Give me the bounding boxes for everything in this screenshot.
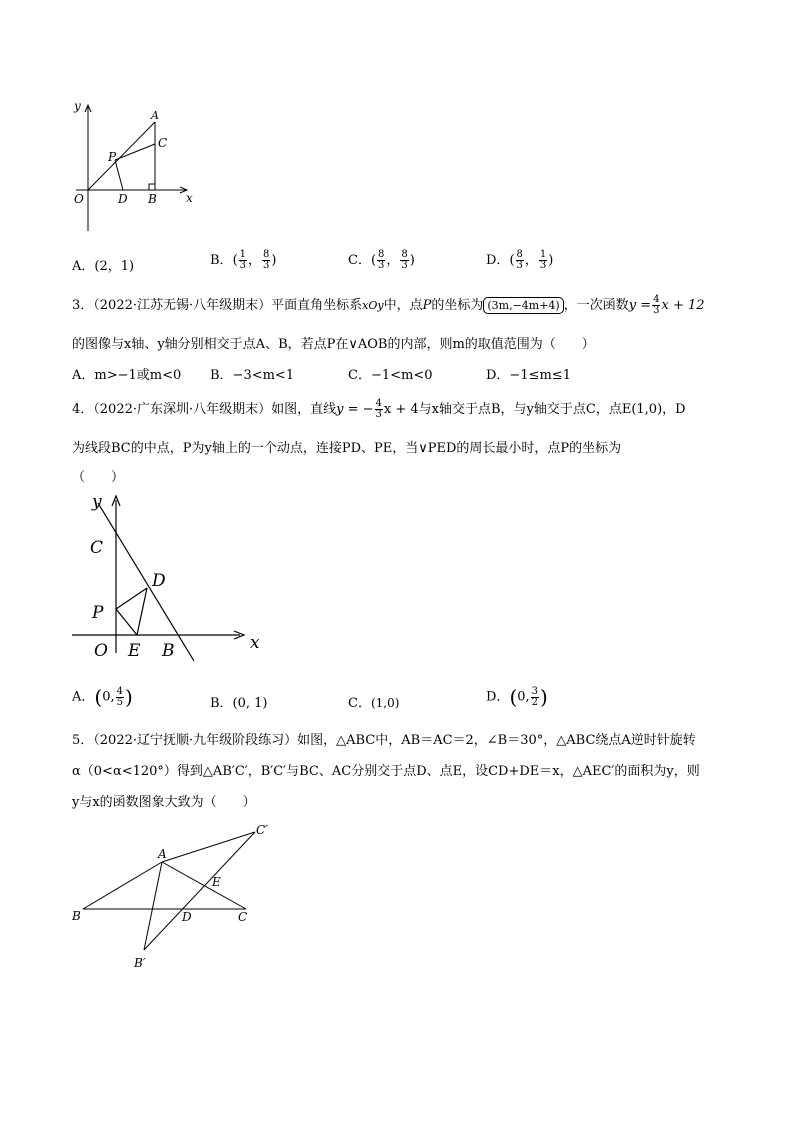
q2-c-y-den: 3 (401, 260, 408, 271)
fig3-label-b-prime: B′ (134, 956, 146, 970)
fig3-label-c-prime: C′ (256, 823, 268, 837)
q2-option-b: B．( $\frac{1}{3}$ ， $\frac{8}{3}$ ) (210, 249, 277, 271)
q2-d-x-num: 8 (516, 249, 523, 260)
q3-fn-tail: x + 12 (661, 298, 705, 313)
fig3-label-c: C (238, 910, 248, 924)
q3-option-c: C．−1<m<0 (348, 368, 433, 383)
q2-d-y-den: 3 (539, 260, 547, 271)
q3-option-a: A．m>−1或m<0 (72, 368, 182, 383)
fig1-label-b: B (148, 192, 157, 206)
fig2-label-b: B (162, 641, 175, 661)
q2-b-y-num: 8 (263, 249, 270, 260)
q3-text-xoy: xOy (362, 299, 384, 312)
q3-option-d: D．−1≤m≤1 (486, 368, 571, 383)
fig2-label-e: E (128, 641, 141, 661)
q2-b-y-den: 3 (263, 260, 270, 271)
q3-fn-num: 4 (653, 294, 660, 305)
q2-option-d: D．( $\frac{8}{3}$ ， $\frac{1}{3}$ ) (486, 249, 554, 271)
q2-d-label: D． (486, 253, 510, 268)
q2-a-label: A． (72, 259, 95, 274)
q2-a-value: (2，1) (94, 259, 135, 274)
q4-c-label: C． (348, 696, 371, 711)
q4-option-a: A．(0, $\frac{4}{5}$ ) (72, 685, 133, 709)
fig3-label-a: A (158, 847, 167, 861)
q3-line1 (72, 294, 705, 316)
q2-d-y-num: 1 (539, 249, 547, 260)
q2-c-label: C． (348, 253, 371, 268)
q3-text-c: 中，点 (383, 298, 423, 313)
fig1-label-p: P (108, 150, 117, 164)
q3-option-b: B．−3<m<1 (210, 368, 295, 383)
fig2-label-o: O (94, 641, 108, 661)
fig2-label-d: D (152, 571, 166, 591)
q4-d-num: 3 (531, 685, 539, 697)
fig1-label-x: x (186, 191, 193, 205)
q3-fn-y: y = (628, 298, 652, 313)
fig2-label-c: C (90, 538, 104, 558)
q4-option-d: D．(0, $\frac{3}{2}$ ) (486, 685, 548, 709)
q4-a-label: A． (72, 689, 95, 705)
fig2-label-x: x (250, 633, 260, 653)
fig2-label-p: P (92, 603, 104, 623)
q2-b-label: B． (210, 253, 233, 268)
q5-line1: 5．（2022·辽宁抚顺·九年级阶段练习）如图，△ABC中，AB＝AC＝2，∠B＝30°，△ABC绕点A逆时针旋转 (72, 733, 696, 748)
q3-text-f: ，一次函数 (563, 298, 629, 313)
q4-a-pre: 0, (102, 689, 115, 705)
q2-option-a (72, 255, 134, 274)
fig1-label-o: O (74, 192, 84, 206)
figure-q5 (66, 820, 281, 975)
q4-d-den: 2 (531, 696, 539, 708)
q4-line2: 为线段BC的中点，P为y轴上的一个动点，连接PD、PE，当∨PED的周长最小时，点P的坐标为 (72, 441, 622, 456)
fig1-label-c: C (158, 136, 168, 150)
q4-d-label: D． (486, 689, 510, 705)
q2-c-x-den: 3 (378, 260, 385, 271)
figure-q2 (68, 95, 198, 235)
q5-line3: y与x的函数图象大致为（ ） (72, 795, 256, 810)
figure-q4 (70, 488, 270, 668)
q4-c-value: (1,0) (370, 696, 400, 710)
q3-text-a: 3．（2022·江苏无锡·八年级期末）平面直角坐标系 (72, 298, 363, 313)
q5-line2: α（0<α<120°）得到△AB′C′，B′C′与BC、AC分别交于点D、点E，设CD+DE＝x，△AEC′的面积为y，则 (72, 764, 700, 779)
fig2-label-y: y (92, 492, 102, 512)
q3-text-p: P (422, 298, 432, 313)
fig3-label-b: B (72, 909, 81, 923)
q3-text-e: 的坐标为 (431, 298, 484, 313)
q4-fn-y: y = − (336, 402, 374, 417)
q2-d-x-den: 3 (516, 260, 523, 271)
q3-line2: 的图像与x轴、y轴分别相交于点A、B，若点P在∨AOB的内部，则m的取值范围为（ ） (72, 337, 595, 352)
fig1-label-a: A (151, 109, 159, 122)
q4-line3: （ ） (72, 470, 125, 485)
q4-option-b: B．(0, 1) (210, 696, 268, 711)
q4-a-den: 5 (116, 696, 123, 708)
q4-d-pre: 0, (517, 689, 530, 705)
fig1-label-d: D (118, 192, 128, 206)
q4-text-a: 4．（2022·广东深圳·八年级期末）如图，直线 (72, 402, 337, 417)
fig3-label-d: D (182, 910, 192, 924)
q2-option-c: C．( $\frac{8}{3}$ ， $\frac{8}{3}$ ) (348, 249, 415, 271)
q4-fn-den: 3 (375, 409, 382, 420)
fig1-label-y: y (74, 99, 81, 113)
q3-coordinate: (3m,−4m+4) (483, 297, 563, 314)
q4-fn-num: 4 (375, 398, 382, 409)
q4-text-b: x + 4与x轴交于点B，与y轴交于点C，点E(1,0)，D (383, 402, 686, 417)
q2-c-x-num: 8 (378, 249, 385, 260)
q4-option-c (348, 692, 399, 711)
fig3-label-e: E (212, 875, 221, 889)
q4-line1 (72, 398, 686, 420)
q2-c-y-num: 8 (401, 249, 408, 260)
q4-a-num: 4 (116, 685, 123, 697)
q3-fn-den: 3 (653, 305, 660, 316)
q2-b-x-num: 1 (239, 249, 247, 260)
q2-b-x-den: 3 (239, 260, 247, 271)
